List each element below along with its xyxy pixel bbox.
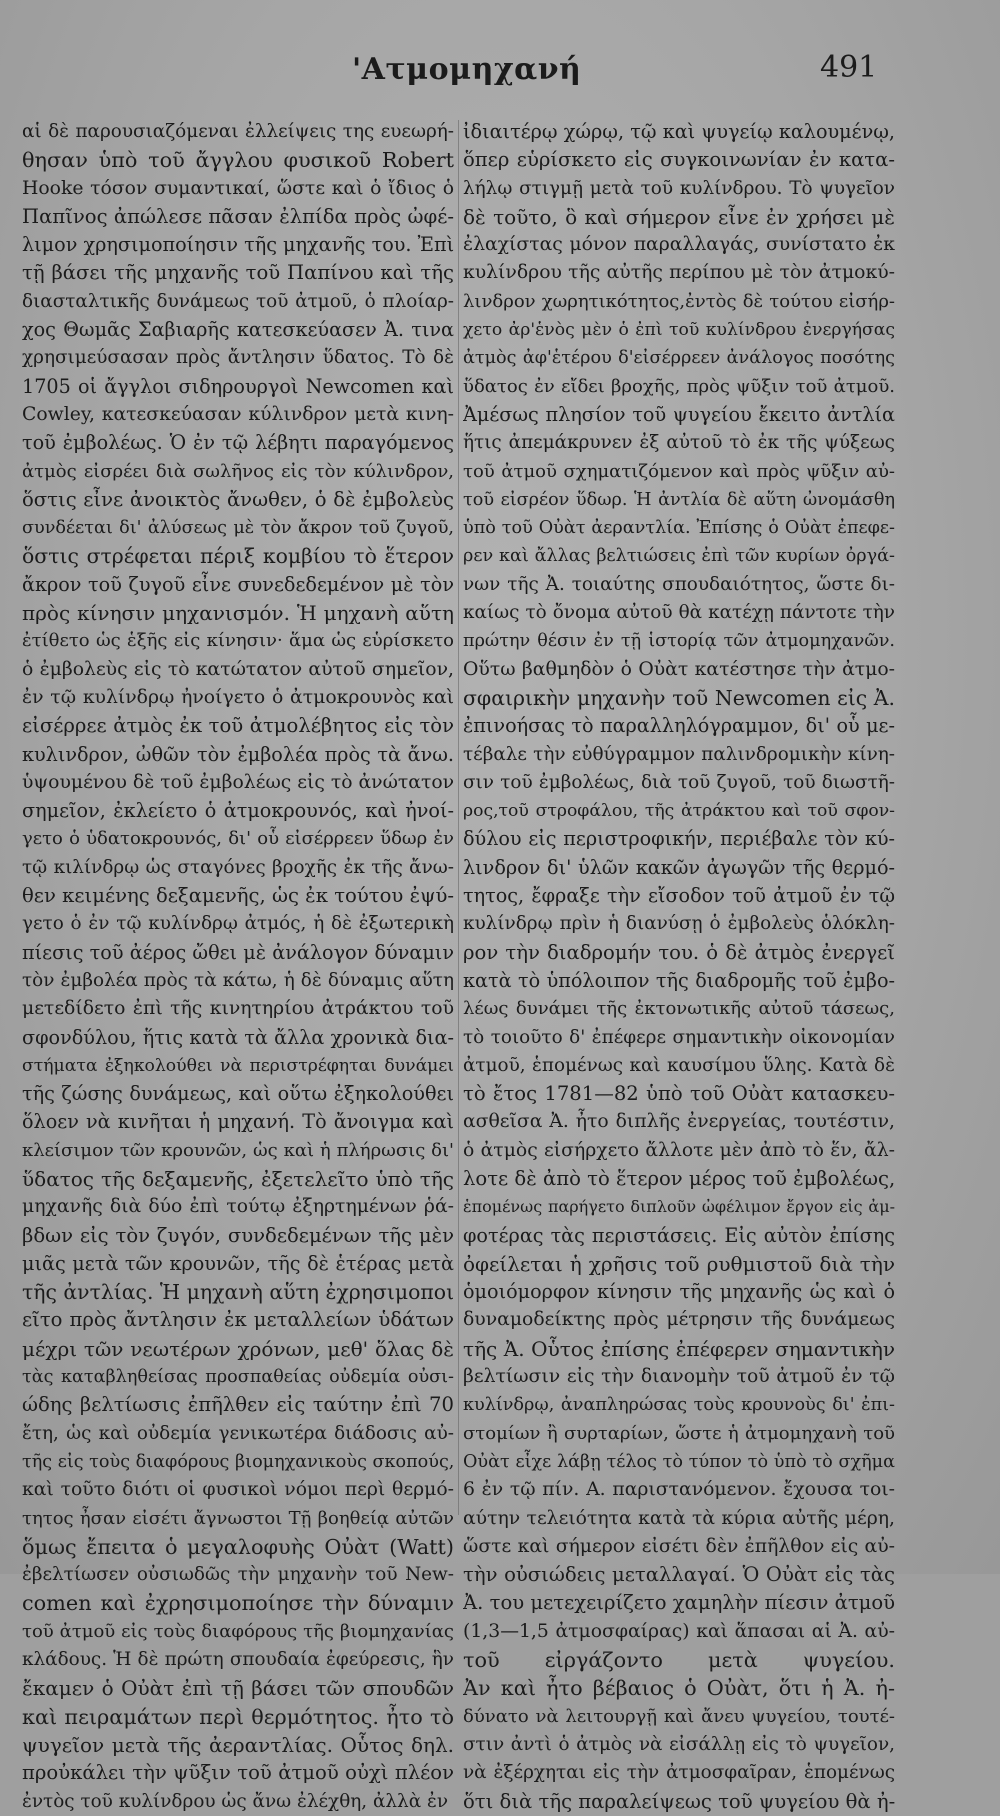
text-line: νων τῆς Ἀ. τοιαύτης σπουδαιότητος, ὥστε δι- [463,573,895,595]
text-line: θεν κειμένης δεξαμενῆς, ὡς ἐκ τούτου ἐψύ- [22,884,454,908]
text-line: τὴν οὐσιώδεις μεταλλαγαί. Ὁ Οὐὰτ εἰς τὰς [463,1563,895,1587]
text-line: χος Θωμᾶς Σαβιαρῆς κατεσκεύασεν Ἀ. τινα [22,318,454,342]
text-line: τῆς ζώσης δυνάμεως, καὶ οὕτω ἐξηκολούθει [22,1082,454,1106]
text-line: ὅστις εἶνε ἀνοικτὸς ἄνωθεν, ὁ δὲ ἐμβολεὺς [22,487,454,511]
text-line: ὁ ἀτμὸς εἰσήρχετο ἄλλοτε μὲν ἀπὸ τὸ ἕν, ἄλ- [463,1139,895,1161]
text-line: εἰσέρρεε ἀτμὸς ἐκ τοῦ ἀτμολέβητος εἰς τὸν [22,714,454,738]
text-line: ὅτι διὰ τῆς παραλείψεως τοῦ ψυγείου θὰ ἠ- [463,1789,895,1813]
text-line: τοῦ εἰσρέον ὕδωρ. Ἡ ἀντλία δὲ αὕτη ὠνομάσθη [463,489,895,510]
text-line: χετο ἀρ'ἑνὸς μὲν ὁ ἐπὶ τοῦ κυλίνδρου ἐνεργήσας [463,320,895,341]
running-head: 'Ατμομηχανή [352,52,582,87]
text-line: καὶ τοῦτο διότι οἱ φυσικοὶ νόμοι περὶ θερμό- [22,1479,454,1501]
text-line: τῇ βάσει τῆς μηχανῆς τοῦ Παπίνου καὶ τῆς [22,261,454,285]
text-line: τοῦ ἀτμοῦ εἰς τοὺς διαφόρους τῆς βιομηχανίας [22,1620,454,1642]
text-line: ἄκρον τοῦ ζυγοῦ εἶνε συνεδεδεμένον μὲ τὸν [22,572,454,596]
text-line: καίως τὸ ὄνομα αὐτοῦ θὰ κατέχῃ πάντοτε τὴν [463,602,895,624]
text-line: σφαιρικὴν μηχανὴν τοῦ Newcomen εἰς Ἀ. [463,685,895,710]
text-line: ὑπὸ τοῦ Οὐὰτ ἀεραντλία. Ἐπίσης ὁ Οὐὰτ ἐπεφε- [463,518,895,539]
text-line: αἱ δὲ παρουσιαζόμεναι ἐλλείψεις της ευεωρή- [22,121,454,142]
text-line: χρησιμεύσασαν πρὸς ἄντλησιν ὕδατος. Τὸ δὲ [22,347,454,369]
text-line: ὅπερ εὑρίσκετο εἰς συγκοινωνίαν ἐν κατα- [463,148,895,172]
text-line: τοῦ ἀτμοῦ σχηματιζόμενον καὶ πρὸς ψῦξιν αὐ- [463,460,895,482]
text-line: στομίων ἢ συρταρίων, ὥστε ἡ ἀτμομηχανὴ τοῦ [463,1422,895,1444]
text-line: λιμον χρησιμοποίησιν τῆς μηχανῆς του. Ἐπὶ [22,233,454,257]
text-line: τῷ κιλίνδρῳ ὡς σταγόνες βροχῆς ἐκ τῆς ἄνω- [22,856,454,878]
text-line: σφονδύλου, ἥτις κατὰ τὰ ἄλλα χρονικὰ δια- [22,1025,454,1049]
text-line: πρώτην θέσιν ἐν τῇ ἱστορίᾳ τῶν ἀτμομηχανῶν. [463,631,895,652]
left-column [22,118,454,1816]
text-line: comen καὶ ἐχρησιμοποίησε τὴν δύναμιν [22,1591,454,1616]
text-line: ἐντὸς τοῦ κυλίνδρου ὡς ἄνω ἐλέχθη, ἀλλὰ ἐν [22,1790,449,1812]
right-column [463,118,895,1816]
text-line: δύλου εἰς περιστροφικήν, περιέβαλε τὸν κύ- [463,827,895,851]
page-number: 491 [820,50,878,85]
text-line: τέβαλε τὴν εὐθύγραμμον παλινδρομικὴν κίνη- [463,743,895,765]
text-line: συνδέεται δι' ἀλύσεως μὲ τὸν ἄκρον τοῦ ζυγοῦ, [22,518,454,539]
text-line: φοτέρας τὰς περιστάσεις. Εἰς αὐτὸν ἐπίσης [463,1223,895,1247]
text-line: ἐβελτίωσεν οὐσιωδῶς τὴν μηχανὴν τοῦ New- [22,1564,454,1586]
text-line: δὲ τοῦτο, ὃ καὶ σήμερον εἶνε ἐν χρήσει μὲ [463,204,895,229]
text-line: τὰς καταβληθείσας προσπαθείας οὐδεμία οὐσι- [22,1367,454,1388]
text-line: στήματα ἐξηκολούθει νὰ περιστρέφηται δυνάμει [22,1055,454,1076]
text-line: τῆς ἀντλίας. Ἡ μηχανὴ αὕτη ἐχρησιμοποι [22,1280,454,1305]
text-line: ἐν τῷ κυλίνδρῳ ἠνοίγετο ὁ ἀτμοκρουνὸς καὶ [22,686,454,708]
text-line: τὸ ἔτος 1781—82 ὑπὸ τοῦ Οὐὰτ κατασκευ- [463,1082,895,1106]
text-line: 1705 οἱ ἄγγλοι σιδηρουργοὶ Newcomen καὶ [22,374,454,398]
text-line: γετο ὁ ἐν τῷ κυλίνδρῳ ἀτμός, ἡ δὲ ἐξωτερικὴ [22,913,454,935]
text-line: γετο ὁ ὑδατοκρουνός, δι' οὗ εἰσέρρεεν ὕδωρ ἐν [22,828,454,850]
text-line: ὅμως ἔπειτα ὁ μεγαλοφυὴς Οὐὰτ (Watt) [22,1534,454,1559]
text-line: κλάδους. Ἡ δὲ πρώτη σπουδαία ἐφεύρεσις, ἣν [22,1649,454,1671]
text-line: ασθεῖσα Ἀ. ἦτο διπλῆς ἐνεργείας, τουτέστιν, [463,1111,895,1133]
text-line: ρον τὴν διαδρομήν του. ὁ δὲ ἀτμὸς ἐνεργεῖ [463,940,895,964]
text-line: κυλίνδρῳ, ἀναπληρώσας τοὺς κρουνοὺς δι' ἐπι- [463,1395,895,1416]
text-line: σημεῖον, ἐκλείετο ὁ ἀτμοκρουνός, καὶ ἠνοί- [22,799,454,823]
text-line: ἰδιαιτέρῳ χώρῳ, τῷ καὶ ψυγείῳ καλουμένῳ, [463,120,895,143]
text-line: ἀτμοῦ, ἑπομένως καὶ καυσίμου ὕλης. Κατὰ δὲ [463,1054,895,1076]
text-line: στιν ἀντὶ ὁ ἀτμὸς νὰ εἰσάλλῃ εἰς τὸ ψυγεῖον, [463,1733,895,1755]
text-line: Hooke τόσον συμαντικαί, ὥστε καὶ ὁ ἴδιος ὁ [22,177,454,199]
text-line: 6 ἐν τῷ πίν. Α. παριστανόμενον. ἔχουσα τοι- [463,1479,895,1501]
text-line: δυναμοδείκτης πρὸς μέτρησιν τῆς δυνάμεως [463,1309,895,1331]
text-line: μιᾶς μετὰ τῶν κρουνῶν, τῆς δὲ ἑτέρας μετὰ [22,1251,454,1275]
text-line: τῆς εἰς τοὺς διαφόρους βιομηχανικοὺς σκοπούς, [22,1451,454,1472]
text-line: (1,3—1,5 ἀτμοσφαίρας) καὶ ἅπασαι αἱ Ἀ. αὐ- [463,1620,895,1642]
text-line: προὐκάλει τὴν ψῦξιν τοῦ ἀτμοῦ οὐχὶ πλέον [22,1761,454,1785]
text-line: λήλῳ στιγμῇ μετὰ τοῦ κυλίνδρου. Τὸ ψυγεῖον [463,177,895,199]
text-line: ἐπινοήσας τὸ παραλληλόγραμμον, δι' οὗ με- [463,714,895,738]
text-line: θησαν ὑπὸ τοῦ ἄγγλου φυσικοῦ Robert [22,148,454,173]
text-line: αύτην τελειότητα κατὰ τὰ κύρια αὐτῆς μέρη, [463,1507,895,1529]
text-line: πίεσις τοῦ ἀέρος ὤθει μὲ ἀνάλογον δύναμιν [22,940,454,964]
text-line: Cowley, κατεσκεύασαν κύλινδρον μετὰ κινη- [22,403,454,425]
text-line: Ἀ. του μετεχειρίζετο χαμηλὴν πίεσιν ἀτμοῦ [463,1591,895,1615]
text-line: δύνατο νὰ λειτουργῇ καὶ ἄνευ ψυγείου, τουτέ- [463,1705,895,1727]
text-line: ἔτη, ὡς καὶ οὐδεμία γενικωτέρα διάδοσις αὐ- [22,1422,454,1444]
text-line: κυλίνδρῳ πρὶν ἡ διανύσῃ ὁ ἐμβολεὺς ὁλόκλη- [463,913,895,935]
text-line: ὕδατος τῆς δεξαμενῆς, ἐξετελεῖτο ὑπὸ τῆς [22,1166,454,1191]
text-line: ὁμοιόμορφον κίνησιν τῆς μηχανῆς ὡς καὶ ὁ [463,1280,895,1304]
text-line: ἐλαχίστας μόνον παραλλαγάς, συνίστατο ἐκ [463,234,895,256]
text-line: λέως δυνάμει τῆς ἐκτονωτικῆς αὐτοῦ τάσεως, [463,998,895,1020]
text-line: ἀτμὸς ἀφ'ἑτέρου δ'εἰσέρρεεν ἀνάλογος ποσότης [463,348,895,369]
text-line: τοῦ εἰργάζοντο μετὰ ψυγείου. [463,1648,895,1673]
text-line: ὅλοεν νὰ κινῆται ἡ μηχανή. Τὸ ἄνοιγμα καὶ [22,1110,454,1134]
text-line: Ἀν καὶ ἦτο βέβαιος ὁ Οὐὰτ, ὅτι ἡ Ἀ. ἠ- [463,1676,895,1701]
text-line: τητος ἦσαν εἰσέτι ἄγνωστοι Τῇ βοηθείᾳ αὐτῶν [22,1507,454,1529]
text-line: ἥτις ἀπεμάκρυνεν ἐξ αὐτοῦ τὸ ἐκ τῆς ψύξεως [463,432,895,454]
text-line: ὑψουμένου δὲ τοῦ ἐμβολέως εἰς τὸ ἀνώτατον [22,771,454,793]
text-line: κυλινδρον, ὠθῶν τὸν ἐμβολέα πρὸς τὰ ἄνω. [22,742,454,766]
text-line: κυλίνδρου τῆς αὐτῆς περίπου μὲ τὸν ἀτμοκύ- [463,262,895,284]
text-line: Οὐὰτ εἶχε λάβῃ τέλος τὸ τύπον τὸ ὑπὸ τὸ σχῆμα [463,1451,895,1472]
column-divider [458,120,459,1515]
text-line: Παπῖνος ἀπώλεσε πᾶσαν ἐλπίδα πρὸς ὠφέ- [22,204,454,228]
text-line: ψυγεῖον μετὰ τῆς ἀεραντλίας. Οὗτος δηλ. [22,1732,454,1757]
text-line: μετεδίδετο ἐπὶ τῆς κινητηρίου ἀτράκτου τοῦ [22,998,454,1020]
text-line: ὀφείλεται ἡ χρῆσις τοῦ ρυθμιστοῦ διὰ τὴν [463,1251,895,1276]
text-line: διασταλτικῆς δυνάμεως τοῦ ἀτμοῦ, ὁ πλοίαρ- [22,290,454,312]
text-line: τὸν ἐμβολέα πρὸς τὰ κάτω, ἡ δὲ δύναμις αὕτη [22,969,454,991]
text-line: εῖτο πρὸς ἄντλησιν ἐκ μεταλλείων ὑδάτων [22,1308,454,1332]
text-line: καὶ πειραμάτων περὶ θερμότητος. ἦτο τὸ [22,1704,454,1729]
text-line: τοῦ ἐμβολέως. Ὁ ἐν τῷ λέβητι παραγόμενος [22,431,454,455]
text-line: βελτίωσιν εἰς τὴν διανομὴν τοῦ ἀτμοῦ ἐν τῷ [463,1366,895,1388]
text-line: ρεν καὶ ἄλλας βελτιώσεις ἐπὶ τῶν κυρίων ὀργά- [463,546,895,567]
text-line: ἑπομένως παρήγετο διπλοῦν ὠφέλιμον ἔργον εἰς ἀμ- [463,1197,895,1217]
text-line: πρὸς κίνησιν μηχανισμόν. Ἡ μηχανὴ αὕτη [22,601,454,626]
text-line: τὸ τοιοῦτο δ' ἐπέφερε σημαντικὴν οἰκονομίαν [463,1026,895,1048]
text-line: λινδρον χωρητικότητος,ἐντὸς δὲ τούτου εἰσήρ- [463,290,895,312]
text-line: μέχρι τῶν νεωτέρων χρόνων, μεθ' ὅλας δὲ [22,1336,454,1361]
text-line: τητος, ἔφραξε τὴν εἴσοδον τοῦ ἀτμοῦ ἐν τῷ [463,884,895,908]
text-line: ἀτμὸς εἰσρέει διὰ σωλῆνος εἰς τὸν κύλινδρον, [22,460,454,482]
text-line: σιν τοῦ ἐμβολέως, διὰ τοῦ ζυγοῦ, τοῦ διωστῆ- [463,771,895,793]
text-line: ἐτίθετο ὡς ἑξῆς εἰς κίνησιν· ἅμα ὡς εὑρίσκετο [22,630,454,652]
text-line: μηχανῆς διὰ δύο ἐπὶ τούτῳ ἐξηρτημένων ῥά- [22,1196,454,1218]
text-line: ὅστις στρέφεται πέριξ κομβίου τὸ ἕτερον [22,544,454,569]
text-line: Οὕτω βαθμηδὸν ὁ Οὐὰτ κατέστησε τὴν ἀτμο- [463,658,895,680]
text-line: ὥστε καὶ σήμερον εἰσέτι δὲν ἐπῆλθον εἰς αὐ- [463,1535,895,1557]
text-line: βδων εἰς τὸν ζυγόν, συνδεδεμένων τῆς μὲν [22,1223,454,1247]
text-line: λινδρον δι' ὑλῶν κακῶν ἀγωγῶν τῆς θερμό- [463,855,895,879]
text-line: κλείσιμον τῶν κρουνῶν, ὡς καὶ ἡ πλήρωσις δι' [22,1139,454,1161]
text-line: ὁ ἐμβολεὺς εἰς τὸ κατώτατον αὐτοῦ σημεῖον, [22,658,454,680]
text-line: νὰ ἐξέρχηται εἰς τὴν ἀτμοσφαῖραν, ἑπομένως [463,1762,895,1784]
text-line: ἔκαμεν ὁ Οὐὰτ ἐπὶ τῇ βάσει τῶν σπουδῶν [22,1676,454,1701]
text-line: ώδης βελτίωσις ἐπῆλθεν εἰς ταύτην ἐπὶ 70 [22,1393,454,1417]
text-line: λοτε δὲ ἀπὸ τὸ ἕτερον μέρος τοῦ ἐμβολέως, [463,1166,895,1190]
text-line: κατὰ τὸ ὑπόλοιπον τῆς διαδρομῆς τοῦ ἐμβο- [463,968,895,992]
text-line: Ἀμέσως πλησίον τοῦ ψυγείου ἔκειτο ἀντλία [463,402,895,426]
text-line: τῆς Ἀ. Οὗτος ἐπίσης ἐπέφερεν σημαντικὴν [463,1336,895,1361]
text-line: ὕδατος ἐν εἴδει βροχῆς, πρὸς ψῦξιν τοῦ ἀτμοῦ. [463,375,895,397]
text-line: ρος,τοῦ στροφάλου, τῆς ἀτράκτου καὶ τοῦ σφον- [463,801,895,822]
